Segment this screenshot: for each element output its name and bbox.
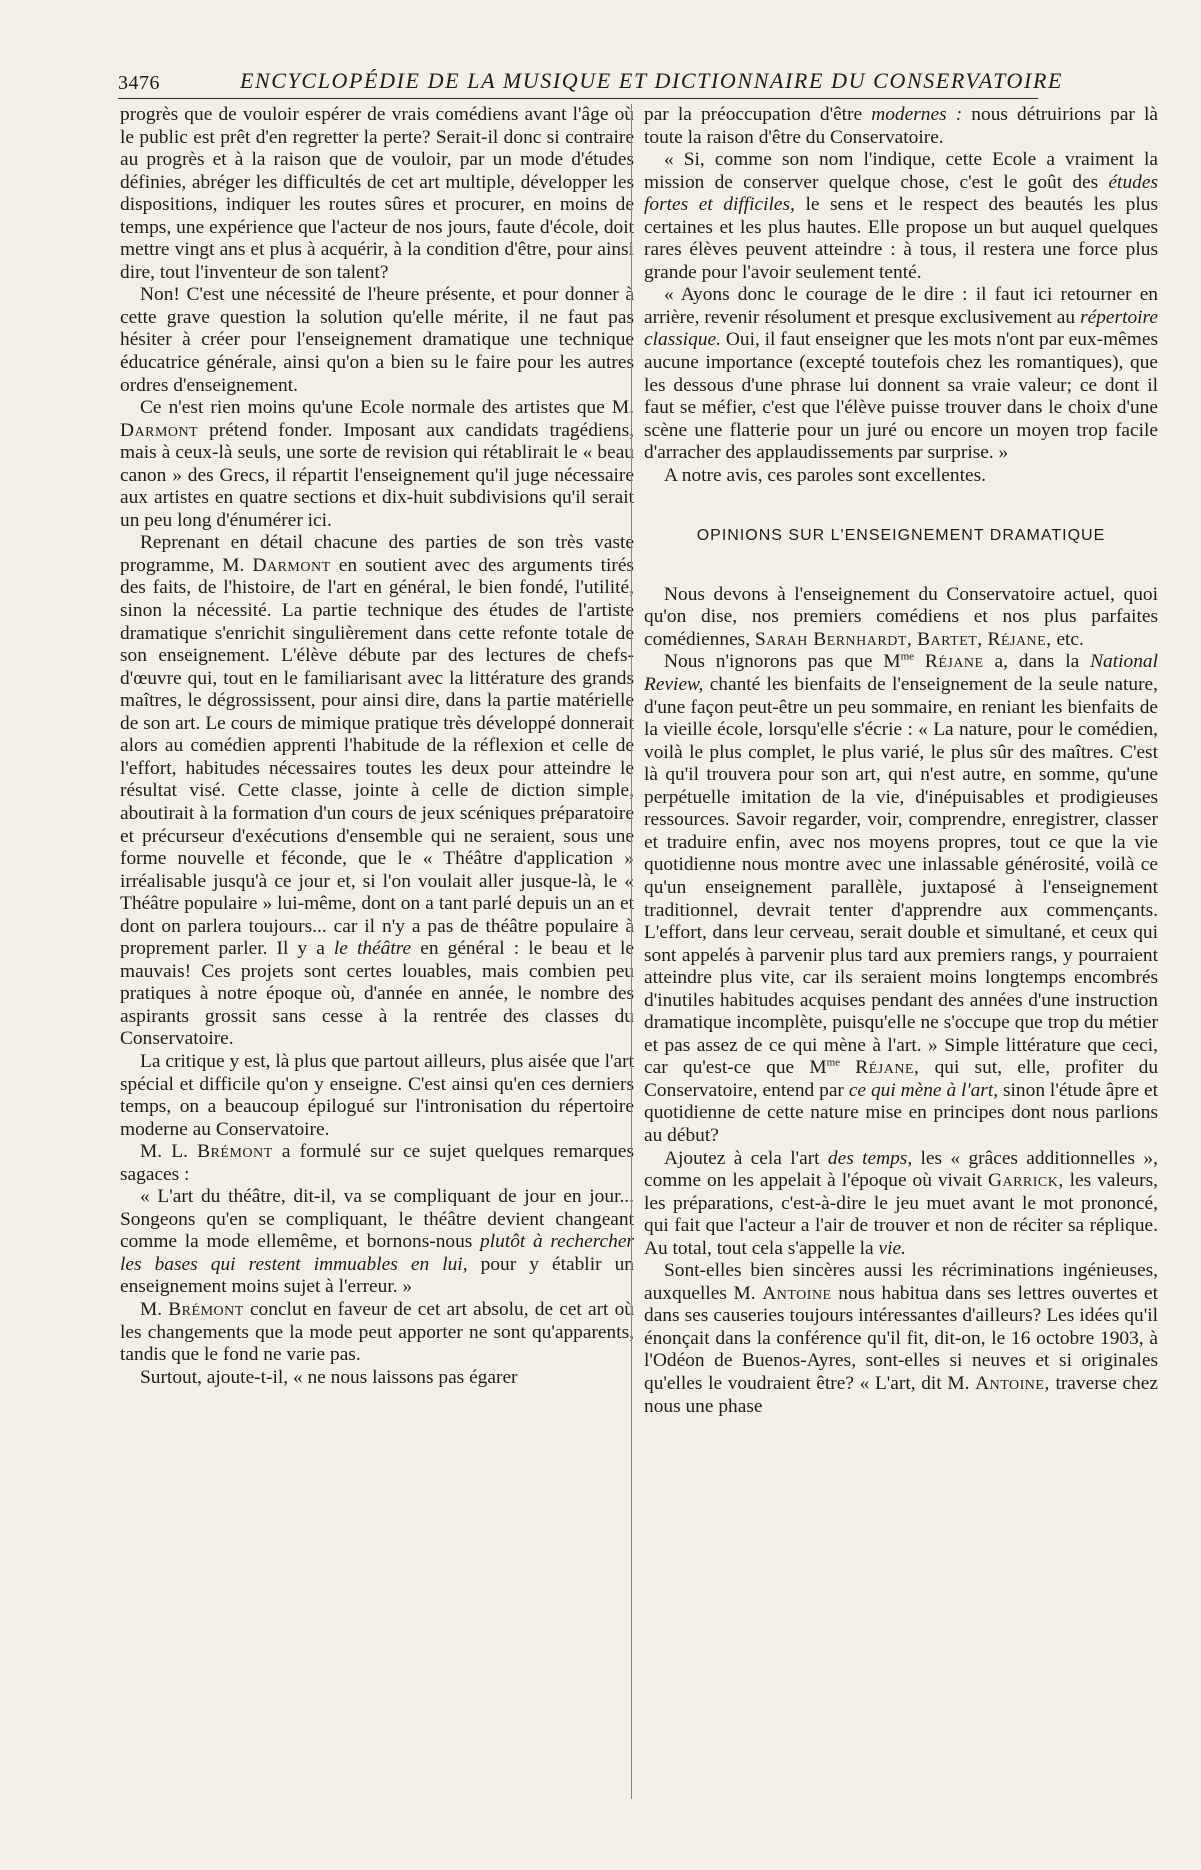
person-name: Réjane (924, 651, 984, 673)
paragraph: A notre avis, ces paroles sont excellentes. (664, 464, 986, 486)
paragraph: Ce n'est rien moins qu'une Ecole normale des artistes que M. Darmont prétend fonder. Imposant aux candidats tragédiens, mais à ceux-là seuls, une sorte de revision qui rétablirait le « beau canon » des Grecs, il répartit l'enseignement qu'il juge nécessaire aux artistes en quatre sections et dix-huit subdivisions qu'il serait un peu long d'énumérer ici. (120, 397, 635, 531)
paragraph: Sont-elles bien sincères aussi les récriminations ingénieuses, auxquelles M. Antoine nous habitua dans ses lettres ouvertes et dans ses causeries toujours intéressantes d'ailleurs? Les idées qu'il énonçait dans la conférence qu'il fit, dit-on, le 16 octobre 1903, à l'Odéon de Buenos-Ayres, sont-elles si neuves et si originales qu'elles le voudraient être? « L'art, dit M. Antoine, traverse chez nous une phase (644, 1260, 1158, 1417)
person-name: Brémont (168, 1298, 244, 1320)
column-divider (631, 104, 632, 1799)
person-name: Réjane, (855, 1057, 920, 1079)
paragraph: par la préoccupation d'être modernes : nous détruirions par là toute la raison d'être du Conservatoire. (644, 104, 1158, 148)
person-name: Garrick, (987, 1170, 1064, 1192)
running-title: ENCYCLOPÉDIE DE LA MUSIQUE ET DICTIONNAIRE DU CONSERVATOIRE (240, 68, 1064, 93)
person-name: Antoine, (975, 1372, 1050, 1394)
paragraph: Ajoutez à cela l'art des temps, les « grâces additionnelles », comme on les appelait à l'époque où vivait Garrick, les valeurs, les préparations, c'est-à-dire le jeu muet avant le mot prononcé, qui fait que l'acteur a l'air de trouver et non de réciter sa réplique. Au total, tout cela s'appelle la vie. (644, 1147, 1158, 1259)
left-column (120, 104, 634, 1389)
quotation: « L'art du théâtre, dit-il, va se compliquant de jour en jour... Songeons qu'en se compliquant, le théâtre devient changeant comme la mode ellemême, et bornons-nous plutôt à rechercher les bases qui restent immuables en lui, pour y établir un enseignement moins sujet à l'erreur. » (120, 1186, 634, 1298)
paragraph: Surtout, ajoute-t-il, « ne nous laissons pas égarer (140, 1366, 518, 1388)
paragraph: La critique y est, là plus que partout ailleurs, plus aisée que l'art spécial et difficile qu'on y enseigne. C'est ainsi qu'en ces derniers temps, on a beaucoup épilogué sur l'intronisation du répertoire moderne au Conservatoire. (120, 1050, 634, 1140)
header-rule (118, 98, 1038, 99)
page-number: 3476 (118, 72, 160, 94)
paragraph: Non! C'est une nécessité de l'heure présente, et pour donner à cette grave question la solution qu'elle mérite, il ne faut pas hésiter à créer pour l'enseignement dramatique une technique éducatrice générale, ainsi qu'on a bien su le faire pour les autres ordres d'enseignement. (120, 284, 634, 396)
paragraph: M. Brémont conclut en faveur de cet art absolu, de cet art où les changements que la mode peut apporter ne sont qu'apparents, tandis que le fond ne varie pas. (120, 1298, 634, 1366)
quotation: « Ayons donc le courage de le dire : il faut ici retourner en arrière, revenir résolument et presque exclusivement au répertoire classique. Oui, il faut enseigner que les mots n'ont par eux-mêmes aucune importance (excepté toutefois chez les romantiques), que les dessous d'une phrase lui donnent sa vraie valeur; ce dont il faut se méfier, c'est que l'élève puisse trouver dans le choix d'une scène une flatterie pour un juré ou encore un moyen trop facile d'arracher des applaudissements par surprise. » (644, 284, 1159, 464)
person-name: Antoine (762, 1282, 832, 1304)
page-header (118, 64, 1064, 98)
paragraph: Nous devons à l'enseignement du Conservatoire actuel, quoi qu'on dise, nos premiers comédiens et nos plus parfaites comédiennes, Sarah Bernhardt, Bartet, Réjane, etc. (644, 583, 1158, 650)
person-name: Darmont (120, 419, 199, 441)
person-name: Bartet, (917, 628, 983, 650)
quotation: « Si, comme son nom l'indique, cette Ecole a vraiment la mission de conserver quelque chose, c'est le goût des études fortes et difficiles, le sens et le respect des beautés les plus certaines et les plus hautes. Elle propose un but auquel quelques rares élèves peuvent atteindre : à tous, il restera une force plus grande pour l'avoir seulement tenté. (644, 149, 1158, 283)
paragraph: progrès que de vouloir espérer de vrais comédiens avant l'âge où le public est prêt d'en regretter la perte? Serait-il donc si contraire au progrès et à la raison que de vouloir, par un mode d'études définies, abréger les difficultés de cet art multiple, développer les dispositions, indiquer les routes sûres et procurer, en moins de temps, une expérience que l'acteur de nos jours, faute d'école, doit mettre vingt ans et plus à acquérir, à la condition d'être, pour ainsi dire, tout l'inventeur de son talent? (120, 104, 634, 283)
paragraph: M. L. Brémont a formulé sur ce sujet quelques remarques sagaces : (120, 1141, 634, 1185)
right-column (644, 104, 1158, 1418)
person-name: Sarah Bernhardt, (754, 628, 913, 650)
paragraph: Nous n'ignorons pas que $M^{me}$ Réjane a, dans la National Review, chanté les bienfaits de l'enseignement de la seule nature, d'une façon peut-être un peu sommaire, en reniant les bienfaits de la vieille école, lorsqu'elle s'écrie : « La nature, pour le comédien, voilà le plus complet, le plus varié, le plus sûr des maîtres. C'est là qu'il trouvera pour son art, qui n'est autre, en somme, qu'une perpétuelle imitation de la vie, d'inépuisables et prodigieuses ressources. Savoir regarder, voir, comprendre, enregistrer, classer et traduire enfin, avec nos moyens propres, tout ce que la vie quotidienne nous montre avec une inlassable générosité, voilà ce qu'un enseignement parallèle, juxtaposé à l'enseignement traditionnel, devrait tenter d'apprendre aux commençants. L'effort, dans leur cerveau, serait double et simultané, et ceux qui sont appelés à parvenir plus tard aux premiers rangs, y pourraient atteindre plus vite, car ils seraient moins longtemps encombrés d'inutiles habitudes acquises pendant des années d'une instruction dramatique incomplète, puisqu'elle ne s'occupe que trop du métier et pas assez de ce qui mène à l'art. » Simple littérature que ceci, car qu'est-ce que $M^{me}$ Réjane, qui sut, elle, profiter du Conservatoire, entend par ce qui mène à l'art, sinon l'étude âpre et quotidienne de cette nature mise en principes dont nous parlions au début? (644, 651, 1159, 1146)
person-name: Réjane, (987, 628, 1052, 650)
person-name: Brémont (197, 1141, 273, 1163)
paragraph: Reprenant en détail chacune des parties de son très vaste programme, M. Darmont en soutient avec des arguments tirés des faits, de l'histoire, de l'art en général, le bien fondé, l'utilité, sinon la nécessité. La partie technique des études de l'artiste dramatique s'enrichit singulièrement dans cette refonte totale de son enseignement. L'élève débute par des lectures de chefs-d'œuvre qui, tout en le familiarisant avec la littérature des grands maîtres, le dégrossissent, pour ainsi dire, dans la partie matérielle de son art. Le cours de mimique pratique très développé donnerait alors au comédien apprenti l'habitude de la réflexion et celle de l'effort, habitudes nécessaires toutes les deux pour atteindre le résultat visé. Cette classe, jointe à celle de diction simple, aboutirait à la formation d'un cours de jeux scéniques préparatoire et précurseur d'exécutions d'ensemble qui ne seraient, sous une forme nouvelle et féconde, que le « Théâtre d'application » irréalisable jusqu'à ce jour et, si l'on voulait aller jusque-là, le « Théâtre populaire » lui-même, dont on a tant parlé depuis un an et dont on parlera toujours... car il n'y a pas de théâtre populaire à proprement parler. Il y a le théâtre en général : le beau et le mauvais! Ces projets sont certes louables, mais combien peu pratiques à notre époque où, d'année en année, le nombre des aspirants grossit sans cesse à la rentrée des classes du Conservatoire. (120, 532, 635, 1050)
section-heading: OPINIONS SUR L'ENSEIGNEMENT DRAMATIQUE (696, 527, 1106, 545)
person-name: Darmont (252, 554, 331, 576)
